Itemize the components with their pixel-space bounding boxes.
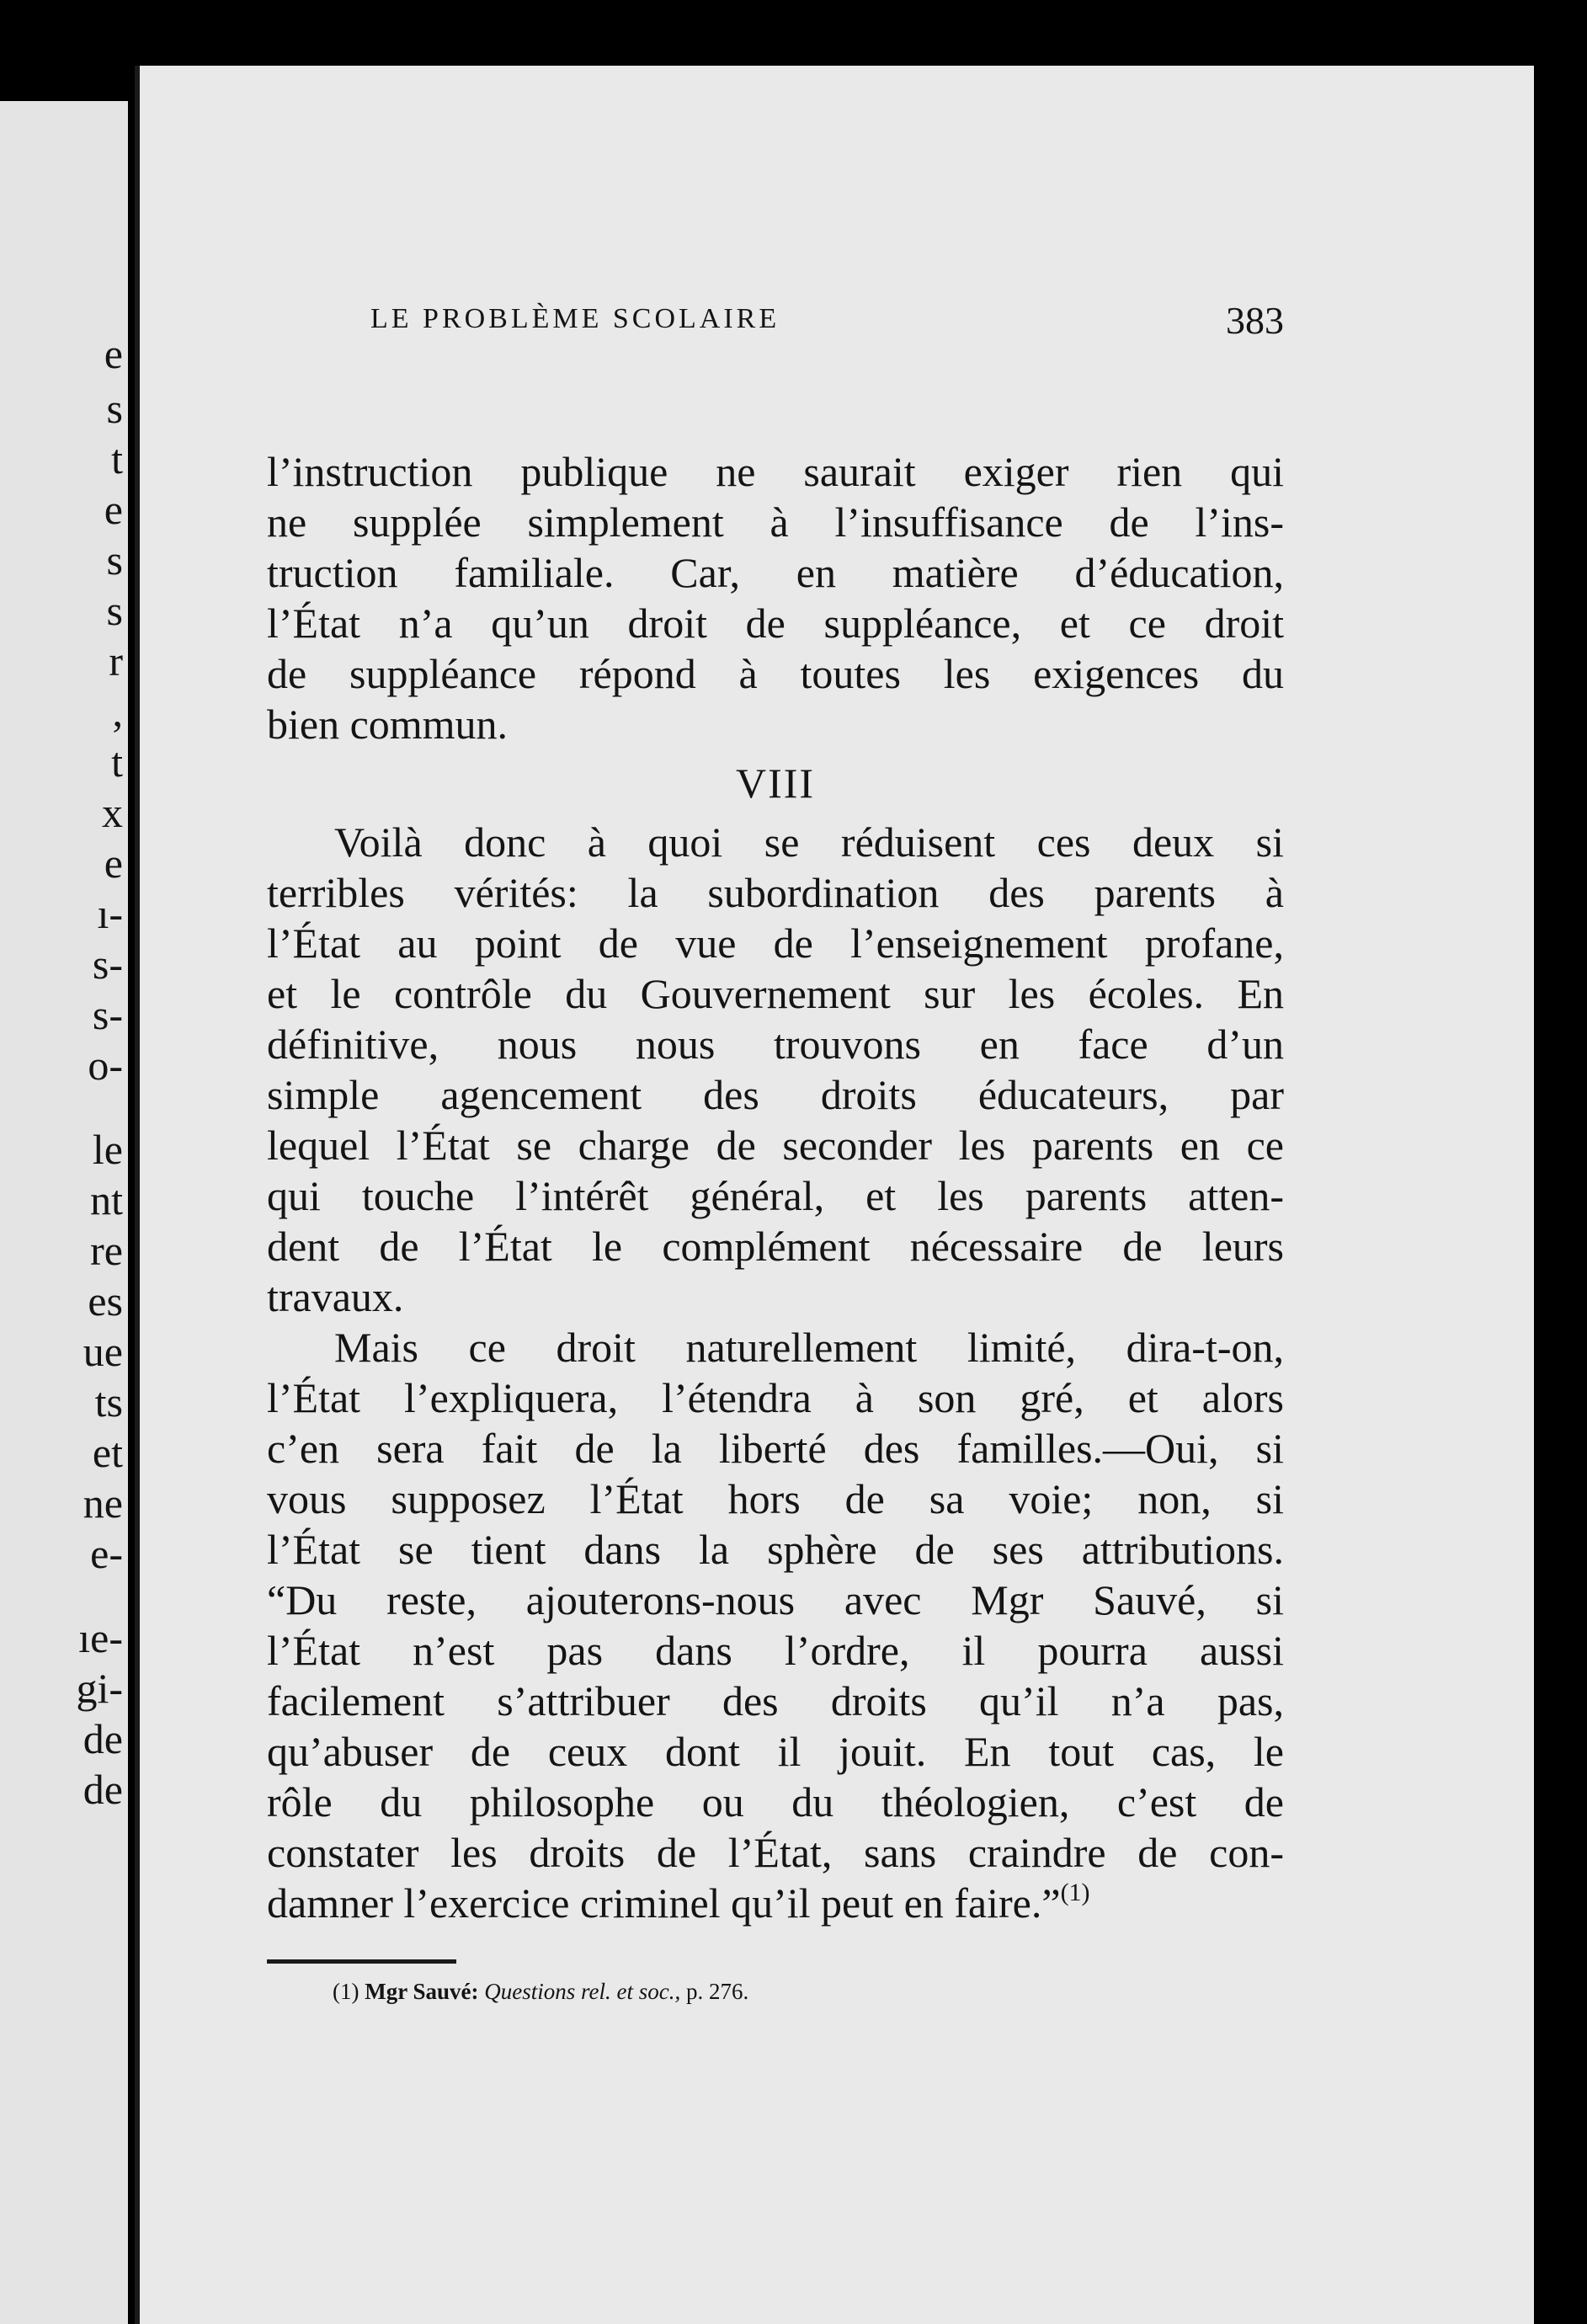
left-page-fragment: et xyxy=(92,1429,123,1476)
left-page-fragment: t xyxy=(111,738,123,786)
left-page-fragment: es xyxy=(88,1277,123,1325)
paragraph-line: simple agencement des droits éducateurs, par xyxy=(267,1071,1284,1118)
paragraph-2 xyxy=(267,817,1284,1322)
paragraph-line: lequel l’État se charge de seconder les parents en ce xyxy=(267,1122,1284,1169)
paragraph-line: l’État n’a qu’un droit de suppléance, et ce droit xyxy=(267,600,1284,647)
left-page-fragment: de xyxy=(83,1766,123,1813)
running-title: LE PROBLÈME SCOLAIRE xyxy=(370,303,780,334)
left-page-fragment: s- xyxy=(92,991,123,1038)
paragraph-line: l’État l’expliquera, l’étendra à son gré, et alors xyxy=(267,1374,1284,1421)
left-page-fragment: ne xyxy=(83,1479,123,1527)
paragraph-line xyxy=(267,1878,1284,1928)
left-page-fragment: gi- xyxy=(76,1665,123,1712)
left-page-fragment: ts xyxy=(94,1378,123,1426)
page-number: 383 xyxy=(1226,299,1284,342)
paragraph-line: Mais ce droit naturellement limité, dira-t-on, xyxy=(334,1324,1284,1371)
left-page-edge xyxy=(0,101,128,2324)
footnote-marker: (1) xyxy=(1060,1879,1090,1906)
left-page-fragment: s xyxy=(106,385,123,432)
paragraph-line: ne supplée simplement à l’insuffisance de l’ins- xyxy=(267,498,1284,546)
paragraph-line: terribles vérités: la subordination des parents à xyxy=(267,869,1284,916)
paragraph-line: vous supposez l’État hors de sa voie; non, si xyxy=(267,1475,1284,1522)
left-page-fragment: s xyxy=(106,536,123,584)
paragraph-line: c’en sera fait de la liberté des familles.—Oui, si xyxy=(267,1425,1284,1472)
left-page-fragment: s- xyxy=(92,941,123,988)
paragraph-line: travaux. xyxy=(267,1273,404,1320)
paragraph-line: qu’abuser de ceux dont il jouit. En tout cas, le xyxy=(267,1728,1284,1775)
left-page-fragment: de xyxy=(83,1715,123,1762)
paragraph-line: l’instruction publique ne saurait exiger rien qui xyxy=(267,448,1284,495)
paragraph-line: et le contrôle du Gouvernement sur les écoles. En xyxy=(267,970,1284,1017)
footnote-author: Mgr Sauvé: xyxy=(365,1979,479,2004)
footnote-number: (1) xyxy=(333,1979,359,2004)
paragraph-3-last-line: damner l’exercice criminel qu’il peut en faire.” xyxy=(267,1879,1061,1927)
paragraph-line: rôle du philosophe ou du théologien, c’est de xyxy=(267,1778,1284,1826)
body-text xyxy=(267,446,1284,1928)
running-head xyxy=(370,299,1284,348)
left-page-fragment: re xyxy=(90,1227,123,1274)
left-page-fragment: e xyxy=(104,840,123,887)
paragraph-line: “Du reste, ajouterons-nous avec Mgr Sauvé, si xyxy=(267,1576,1284,1623)
paragraph-line: l’État se tient dans la sphère de ses attributions. xyxy=(267,1526,1284,1573)
left-page-fragment: nt xyxy=(90,1176,123,1223)
left-page-fragment: e- xyxy=(90,1530,123,1577)
paragraph-line: constater les droits de l’État, sans craindre de con- xyxy=(267,1829,1284,1876)
paragraph-line: l’État au point de vue de l’enseignement profane, xyxy=(267,919,1284,967)
footnote-page: p. 276. xyxy=(685,1979,749,2004)
left-page-fragment: ıe- xyxy=(78,1614,123,1661)
paragraph-line: dent de l’État le complément nécessaire de leurs xyxy=(267,1223,1284,1270)
left-page-fragment: e xyxy=(104,330,123,377)
left-page-fragment: e xyxy=(104,486,123,533)
paragraph-line: définitive, nous nous trouvons en face d’un xyxy=(267,1021,1284,1068)
page-edge-right xyxy=(1534,59,1587,2324)
footnote-work: Questions rel. et soc., xyxy=(484,1979,681,2004)
paragraph-3 xyxy=(267,1322,1284,1878)
left-page-fragment: ı- xyxy=(97,890,123,937)
section-number: VIII xyxy=(735,760,816,807)
left-page-fragment: ue xyxy=(83,1328,123,1375)
paragraph-line: l’État n’est pas dans l’ordre, il pourra aussi xyxy=(267,1627,1284,1674)
left-page-fragment: t xyxy=(111,435,123,482)
footnote-rule xyxy=(267,1959,456,1964)
left-page-fragment: x xyxy=(102,789,123,836)
footnote xyxy=(333,1979,748,2005)
paragraph-line: truction familiale. Car, en matière d’éducation, xyxy=(267,549,1284,596)
paragraph-line: de suppléance répond à toutes les exigences du xyxy=(267,650,1284,697)
paragraph-line: bien commun. xyxy=(267,701,509,748)
paragraph-line: facilement s’attribuer des droits qu’il n’a pas, xyxy=(267,1677,1284,1724)
left-page-fragment: r xyxy=(109,637,123,685)
left-page-fragment: , xyxy=(112,688,123,735)
left-page-fragment: le xyxy=(92,1126,123,1173)
paragraph-line: Voilà donc à quoi se réduisent ces deux si xyxy=(334,818,1284,866)
paragraph-1 xyxy=(267,446,1284,749)
left-page-fragment: s xyxy=(106,587,123,634)
paragraph-line: qui touche l’intérêt général, et les parents atten- xyxy=(267,1172,1284,1219)
left-page-fragment: o- xyxy=(88,1042,123,1089)
